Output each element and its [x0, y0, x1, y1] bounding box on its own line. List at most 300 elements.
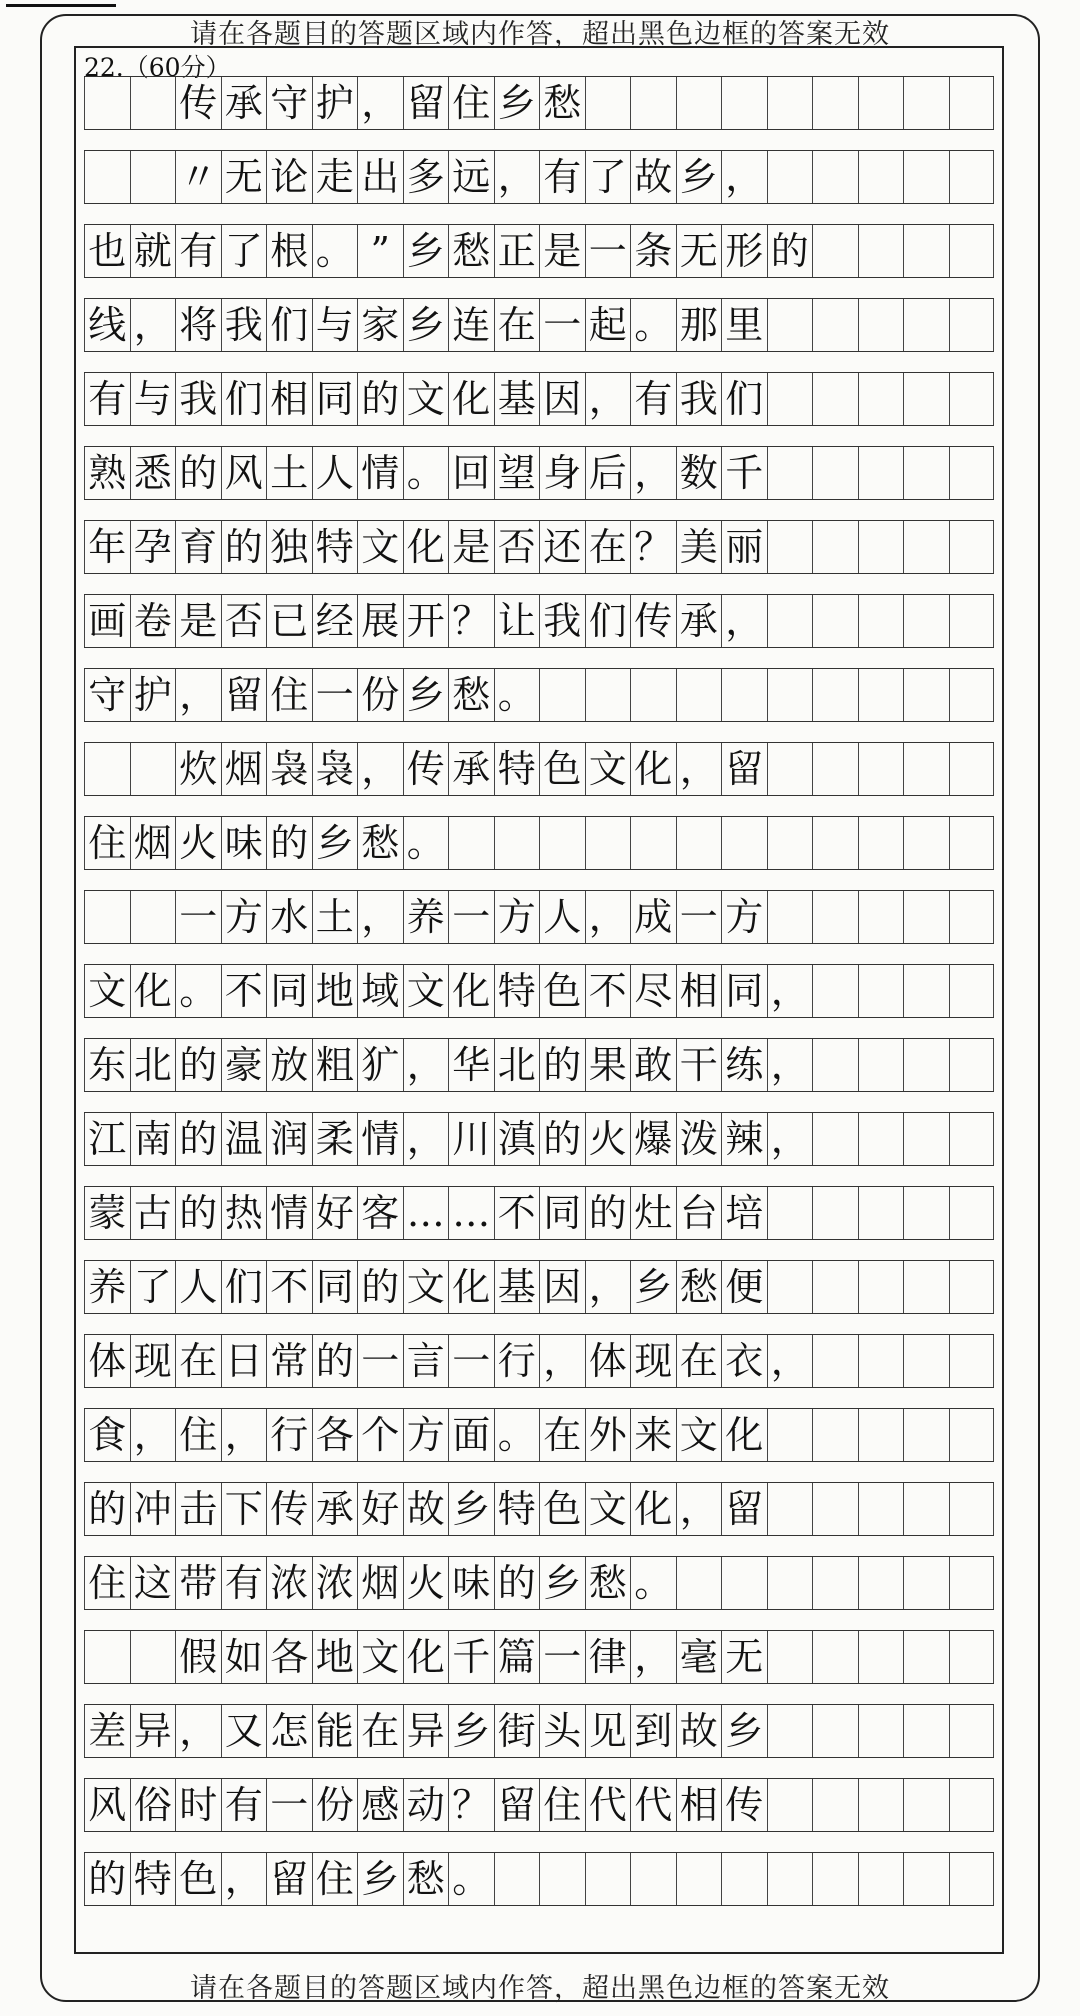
grid-cell: 化	[403, 521, 449, 573]
grid-cell: 住	[84, 1557, 130, 1609]
grid-cell	[949, 77, 995, 129]
grid-cell: 文	[585, 743, 631, 795]
grid-cell: 卷	[130, 595, 176, 647]
grid-cell: 蒙	[84, 1187, 130, 1239]
grid-cell	[812, 1409, 858, 1461]
grid-cell: 经	[312, 595, 358, 647]
header-notice: 请在各题目的答题区域内作答，超出黑色边框的答案无效	[190, 19, 890, 50]
grid-cell: 化	[448, 965, 494, 1017]
question-number: 22.（60分）	[84, 53, 231, 82]
grid-cell: 色	[539, 1483, 585, 1535]
grid-cell: 有	[630, 373, 676, 425]
grid-cell: 色	[539, 965, 585, 1017]
grid-cell: ，	[767, 1039, 813, 1091]
grid-cell	[949, 1705, 995, 1757]
grid-cell: 体	[84, 1335, 130, 1387]
grid-cell: 养	[84, 1261, 130, 1313]
grid-cell: 炊	[175, 743, 221, 795]
grid-cell	[812, 891, 858, 943]
grid-cell: 故	[630, 151, 676, 203]
grid-cell: 到	[630, 1705, 676, 1757]
grid-cell	[630, 817, 676, 869]
grid-cell: 那	[676, 299, 722, 351]
grid-cell	[949, 151, 995, 203]
grid-cell	[949, 817, 995, 869]
grid-cell: 特	[494, 743, 540, 795]
grid-cell	[812, 447, 858, 499]
grid-cell: 乡	[448, 1483, 494, 1535]
grid-cell	[630, 1853, 676, 1905]
grid-cell	[721, 817, 767, 869]
grid-cell: 愁	[448, 669, 494, 721]
grid-cell: 浓	[266, 1557, 312, 1609]
grid-cell: 千	[721, 447, 767, 499]
grid-cell: 是	[175, 595, 221, 647]
grid-cell: 乡	[357, 1853, 403, 1905]
grid-cell: ，	[767, 1335, 813, 1387]
grid-cell: 化	[721, 1409, 767, 1461]
grid-cell	[767, 1779, 813, 1831]
grid-cell	[858, 1705, 904, 1757]
grid-cell: 回	[448, 447, 494, 499]
grid-cell: 的	[539, 1039, 585, 1091]
grid-cell: 爆	[630, 1113, 676, 1165]
essay-row	[84, 76, 994, 130]
grid-cell: 篇	[494, 1631, 540, 1683]
grid-cell	[721, 669, 767, 721]
grid-cell: 能	[312, 1705, 358, 1757]
grid-cell: 各	[266, 1631, 312, 1683]
grid-cell	[585, 669, 631, 721]
grid-cell	[721, 77, 767, 129]
grid-cell: ？	[448, 1779, 494, 1831]
grid-cell	[903, 1631, 949, 1683]
grid-cell: 愁	[448, 225, 494, 277]
grid-cell	[903, 891, 949, 943]
grid-cell	[949, 299, 995, 351]
grid-cell: 方	[721, 891, 767, 943]
grid-cell	[858, 1631, 904, 1683]
grid-cell: 化	[448, 373, 494, 425]
grid-cell: 也	[84, 225, 130, 277]
grid-cell	[858, 77, 904, 129]
grid-cell: 相	[266, 373, 312, 425]
grid-cell: 火	[585, 1113, 631, 1165]
grid-cell: 来	[630, 1409, 676, 1461]
grid-cell	[858, 1483, 904, 1535]
grid-cell: 线	[84, 299, 130, 351]
grid-cell: 留	[403, 77, 449, 129]
grid-cell: 常	[266, 1335, 312, 1387]
grid-cell: 辣	[721, 1113, 767, 1165]
grid-cell: 街	[494, 1705, 540, 1757]
grid-cell: 。	[312, 225, 358, 277]
grid-cell	[858, 1039, 904, 1091]
grid-cell: ，	[357, 743, 403, 795]
grid-cell: ”	[357, 225, 403, 277]
grid-cell: 的	[494, 1557, 540, 1609]
grid-cell	[721, 1557, 767, 1609]
grid-cell: 的	[84, 1853, 130, 1905]
grid-cell: 一	[585, 225, 631, 277]
grid-cell: 滇	[494, 1113, 540, 1165]
essay-row	[84, 1334, 994, 1388]
grid-cell	[812, 595, 858, 647]
grid-cell	[903, 1705, 949, 1757]
grid-cell	[858, 965, 904, 1017]
grid-cell: 川	[448, 1113, 494, 1165]
grid-cell: 同	[312, 1261, 358, 1313]
grid-cell: 行	[266, 1409, 312, 1461]
grid-cell: 年	[84, 521, 130, 573]
grid-cell: 食	[84, 1409, 130, 1461]
essay-row	[84, 1112, 994, 1166]
essay-row	[84, 298, 994, 352]
grid-cell: 乡	[630, 1261, 676, 1313]
grid-cell: 外	[585, 1409, 631, 1461]
grid-cell: 有	[175, 225, 221, 277]
grid-cell: 让	[494, 595, 540, 647]
grid-cell: 多	[403, 151, 449, 203]
grid-cell: 风	[221, 447, 267, 499]
grid-cell: 条	[630, 225, 676, 277]
grid-cell: 开	[403, 595, 449, 647]
grid-cell: 现	[130, 1335, 176, 1387]
grid-cell	[812, 817, 858, 869]
grid-cell: 乡	[312, 817, 358, 869]
grid-cell	[858, 1187, 904, 1239]
grid-cell: 感	[357, 1779, 403, 1831]
grid-cell	[812, 1261, 858, 1313]
grid-cell: 的	[175, 1187, 221, 1239]
grid-cell	[767, 1187, 813, 1239]
grid-cell: 南	[130, 1113, 176, 1165]
grid-cell	[767, 1853, 813, 1905]
grid-cell	[949, 373, 995, 425]
grid-cell: 形	[721, 225, 767, 277]
grid-cell: 果	[585, 1039, 631, 1091]
grid-cell: 化	[630, 1483, 676, 1535]
grid-cell	[903, 1113, 949, 1165]
grid-cell	[767, 299, 813, 351]
grid-cell: 愁	[403, 1853, 449, 1905]
grid-cell	[812, 521, 858, 573]
grid-cell	[903, 1335, 949, 1387]
grid-cell: 传	[175, 77, 221, 129]
grid-cell	[130, 77, 176, 129]
essay-row	[84, 1778, 994, 1832]
grid-cell: 化	[403, 1631, 449, 1683]
grid-cell: ，	[721, 595, 767, 647]
grid-cell	[767, 373, 813, 425]
grid-cell: ，	[585, 1261, 631, 1313]
grid-cell	[767, 151, 813, 203]
grid-cell: 域	[357, 965, 403, 1017]
grid-cell: 在	[539, 1409, 585, 1461]
grid-cell: 方	[221, 891, 267, 943]
grid-cell: 文	[403, 1261, 449, 1313]
grid-cell	[539, 669, 585, 721]
essay-row	[84, 964, 994, 1018]
grid-cell	[812, 1113, 858, 1165]
grid-cell: 不	[266, 1261, 312, 1313]
grid-cell: 特	[494, 965, 540, 1017]
grid-cell	[949, 521, 995, 573]
grid-cell: 们	[221, 373, 267, 425]
grid-cell: 乡	[676, 151, 722, 203]
grid-cell	[630, 669, 676, 721]
grid-cell: 的	[175, 1113, 221, 1165]
grid-cell	[767, 595, 813, 647]
grid-cell: 人	[175, 1261, 221, 1313]
grid-cell: 灶	[630, 1187, 676, 1239]
grid-cell: 好	[312, 1187, 358, 1239]
grid-cell: 击	[175, 1483, 221, 1535]
grid-cell	[767, 1705, 813, 1757]
grid-cell: 现	[630, 1335, 676, 1387]
grid-cell: 面	[448, 1409, 494, 1461]
grid-cell: 一	[676, 891, 722, 943]
grid-cell	[903, 1187, 949, 1239]
grid-cell: 相	[676, 1779, 722, 1831]
grid-cell: 水	[266, 891, 312, 943]
grid-cell	[767, 447, 813, 499]
grid-cell: 浓	[312, 1557, 358, 1609]
grid-cell: 我	[539, 595, 585, 647]
grid-cell	[494, 1853, 540, 1905]
grid-cell: 一	[175, 891, 221, 943]
grid-cell: 根	[266, 225, 312, 277]
grid-cell: 味	[448, 1557, 494, 1609]
grid-cell: 在	[357, 1705, 403, 1757]
grid-cell: 粗	[312, 1039, 358, 1091]
grid-cell: 练	[721, 1039, 767, 1091]
grid-cell	[812, 1779, 858, 1831]
grid-cell: 同	[539, 1187, 585, 1239]
grid-cell: 冲	[130, 1483, 176, 1535]
grid-cell: 。	[630, 1557, 676, 1609]
grid-cell: 异	[403, 1705, 449, 1757]
grid-cell: 独	[266, 521, 312, 573]
essay-row	[84, 446, 994, 500]
grid-cell	[949, 1039, 995, 1091]
grid-cell: 下	[221, 1483, 267, 1535]
grid-cell	[539, 817, 585, 869]
grid-cell: 文	[357, 521, 403, 573]
grid-cell	[676, 1853, 722, 1905]
grid-cell	[949, 1335, 995, 1387]
grid-cell: 地	[312, 965, 358, 1017]
grid-cell: 土	[266, 447, 312, 499]
grid-cell: 情	[357, 1113, 403, 1165]
grid-cell: 走	[312, 151, 358, 203]
grid-cell: 在	[676, 1335, 722, 1387]
grid-cell: 了	[221, 225, 267, 277]
grid-cell: 。	[403, 447, 449, 499]
grid-cell	[949, 1557, 995, 1609]
grid-cell: 人	[539, 891, 585, 943]
grid-cell: 培	[721, 1187, 767, 1239]
grid-cell: 泼	[676, 1113, 722, 1165]
grid-cell: 如	[221, 1631, 267, 1683]
grid-cell	[812, 1039, 858, 1091]
grid-cell	[903, 965, 949, 1017]
grid-cell	[812, 373, 858, 425]
grid-cell	[84, 77, 130, 129]
grid-cell	[858, 1853, 904, 1905]
grid-cell: 特	[130, 1853, 176, 1905]
grid-cell	[767, 1557, 813, 1609]
grid-cell	[767, 77, 813, 129]
grid-cell: 的	[175, 447, 221, 499]
grid-cell: 连	[448, 299, 494, 351]
grid-cell: 乡	[448, 1705, 494, 1757]
grid-cell: 台	[676, 1187, 722, 1239]
grid-cell	[858, 891, 904, 943]
grid-cell	[767, 669, 813, 721]
grid-cell: 展	[357, 595, 403, 647]
corner-mark	[6, 4, 116, 7]
grid-cell: 乡	[403, 669, 449, 721]
grid-cell: ，	[676, 743, 722, 795]
grid-cell: 干	[676, 1039, 722, 1091]
grid-cell: 出	[357, 151, 403, 203]
grid-cell: 行	[494, 1335, 540, 1387]
grid-cell: ，	[494, 151, 540, 203]
grid-cell	[949, 743, 995, 795]
grid-cell: ，	[630, 1631, 676, 1683]
grid-cell	[84, 743, 130, 795]
essay-grid	[84, 76, 994, 1926]
grid-cell	[949, 669, 995, 721]
grid-cell: ，	[630, 447, 676, 499]
grid-cell: 烟	[221, 743, 267, 795]
grid-cell	[494, 817, 540, 869]
grid-cell: 身	[539, 447, 585, 499]
essay-row	[84, 890, 994, 944]
grid-cell: 远	[448, 151, 494, 203]
grid-cell: ，	[403, 1039, 449, 1091]
grid-cell	[676, 817, 722, 869]
grid-cell: 份	[312, 1779, 358, 1831]
grid-cell: 将	[175, 299, 221, 351]
grid-cell: 假	[175, 1631, 221, 1683]
grid-cell	[767, 817, 813, 869]
grid-cell: 守	[84, 669, 130, 721]
grid-cell: 有	[539, 151, 585, 203]
grid-cell	[949, 1779, 995, 1831]
grid-cell	[858, 447, 904, 499]
grid-cell: 〃	[175, 151, 221, 203]
grid-cell: 一	[448, 891, 494, 943]
grid-cell	[903, 521, 949, 573]
grid-cell: 愁	[357, 817, 403, 869]
essay-row	[84, 1408, 994, 1462]
grid-cell: 俗	[130, 1779, 176, 1831]
grid-cell: 画	[84, 595, 130, 647]
grid-cell: 与	[130, 373, 176, 425]
grid-cell: 家	[357, 299, 403, 351]
grid-cell: 动	[403, 1779, 449, 1831]
grid-cell: 的	[84, 1483, 130, 1535]
grid-cell: 异	[130, 1705, 176, 1757]
grid-cell: 一	[539, 299, 585, 351]
grid-cell	[903, 447, 949, 499]
grid-cell	[130, 891, 176, 943]
grid-cell: 柔	[312, 1113, 358, 1165]
grid-cell: 望	[494, 447, 540, 499]
grid-cell: 就	[130, 225, 176, 277]
grid-cell: 化	[448, 1261, 494, 1313]
grid-cell: ，	[721, 151, 767, 203]
grid-cell: 敢	[630, 1039, 676, 1091]
grid-cell	[585, 77, 631, 129]
grid-cell	[767, 1409, 813, 1461]
grid-cell: 差	[84, 1705, 130, 1757]
grid-cell: 言	[403, 1335, 449, 1387]
grid-cell: 不	[494, 1187, 540, 1239]
grid-cell: 乡	[539, 1557, 585, 1609]
grid-cell: 文	[403, 373, 449, 425]
grid-cell: 与	[312, 299, 358, 351]
essay-row	[84, 742, 994, 796]
grid-cell	[767, 1631, 813, 1683]
grid-cell: 的	[357, 373, 403, 425]
grid-cell: 文	[403, 965, 449, 1017]
grid-cell: 了	[585, 151, 631, 203]
grid-cell: 乡	[403, 225, 449, 277]
grid-cell	[903, 669, 949, 721]
grid-cell: 不	[585, 965, 631, 1017]
grid-cell: 尽	[630, 965, 676, 1017]
grid-cell: 故	[676, 1705, 722, 1757]
grid-cell: 是	[539, 225, 585, 277]
grid-cell	[130, 151, 176, 203]
grid-cell: 住	[448, 77, 494, 129]
grid-cell: 份	[357, 669, 403, 721]
grid-cell: 方	[403, 1409, 449, 1461]
grid-cell: 风	[84, 1779, 130, 1831]
grid-cell	[767, 891, 813, 943]
grid-cell	[903, 743, 949, 795]
grid-cell	[812, 1853, 858, 1905]
grid-cell	[812, 299, 858, 351]
grid-cell	[539, 1853, 585, 1905]
grid-cell	[858, 373, 904, 425]
grid-cell: 有	[221, 1557, 267, 1609]
grid-cell	[949, 1483, 995, 1535]
grid-cell	[130, 743, 176, 795]
grid-cell	[903, 817, 949, 869]
grid-cell: 带	[175, 1557, 221, 1609]
grid-cell: 又	[221, 1705, 267, 1757]
grid-cell: 千	[448, 1631, 494, 1683]
grid-cell: ，	[767, 965, 813, 1017]
grid-cell: 这	[130, 1557, 176, 1609]
grid-cell	[949, 1187, 995, 1239]
grid-cell: 们	[266, 299, 312, 351]
grid-cell: 袅	[312, 743, 358, 795]
grid-cell: 特	[494, 1483, 540, 1535]
grid-cell: 熟	[84, 447, 130, 499]
grid-cell: ，	[130, 299, 176, 351]
grid-cell: 论	[266, 151, 312, 203]
grid-cell	[630, 77, 676, 129]
grid-cell	[903, 1779, 949, 1831]
grid-cell: 的	[585, 1187, 631, 1239]
grid-cell: 古	[130, 1187, 176, 1239]
essay-row	[84, 520, 994, 574]
